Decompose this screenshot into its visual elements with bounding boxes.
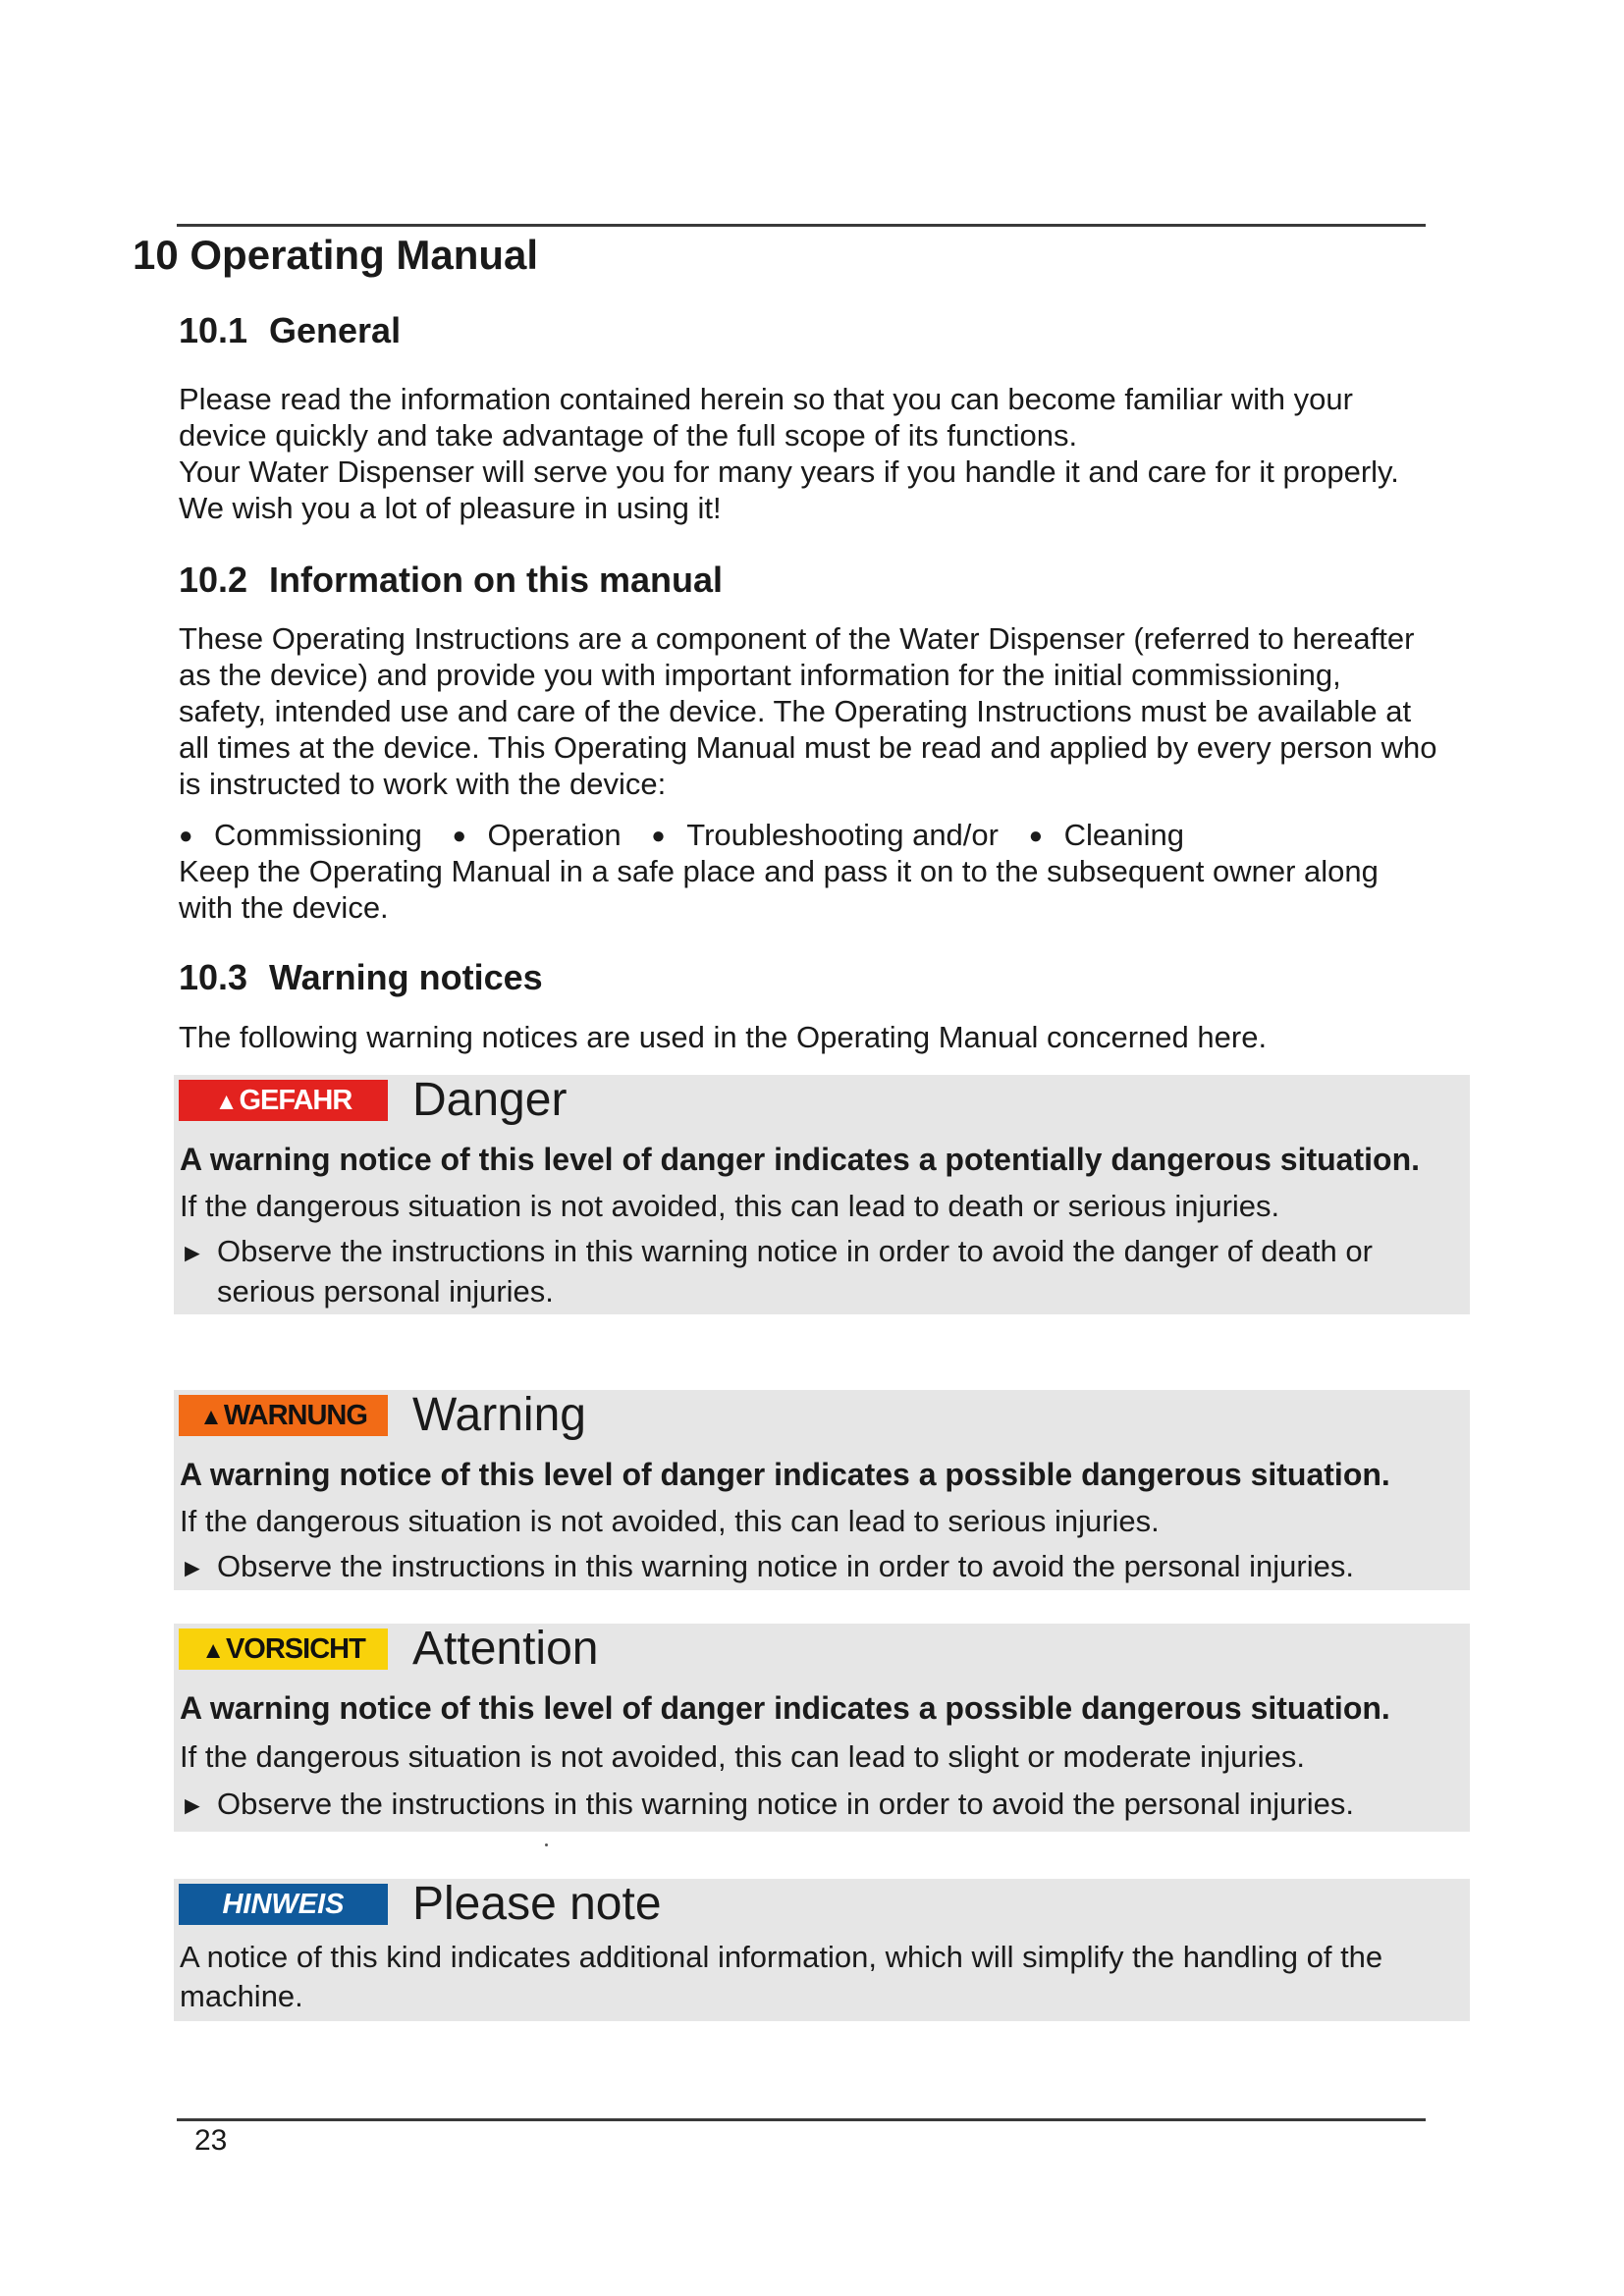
notice-text: machine. (180, 1979, 303, 2013)
arrow-right-icon: ► (180, 1553, 205, 1582)
warning-triangle-icon: ▲ (201, 1637, 224, 1664)
section-number: 10.2 (179, 560, 248, 600)
section-heading-general (179, 310, 401, 351)
warning-triangle-icon: ▲ (214, 1089, 238, 1115)
text-line: Your Water Dispenser will serve you for many years if you handle it and care for it properly. (179, 454, 1399, 489)
warning-notice (174, 1390, 1470, 1590)
notice-text: If the dangerous situation is not avoided, this can lead to serious injuries. (180, 1504, 1160, 1538)
notice-title: Please note (412, 1878, 662, 1930)
list-item: ● Commissioning (179, 818, 422, 852)
page-number: 23 (194, 2124, 228, 2157)
danger-notice (174, 1075, 1470, 1314)
caution-notice (174, 1624, 1470, 1832)
notice-title: Warning (412, 1389, 586, 1441)
text-line: is instructed to work with the device: (179, 767, 667, 801)
warning-triangle-icon: ▲ (199, 1404, 222, 1430)
text-line: as the device) and provide you with important information for the initial commissioning, (179, 658, 1341, 692)
general-paragraph (179, 381, 1475, 526)
list-item: ● Operation (452, 818, 622, 852)
text-line: safety, intended use and care of the device. The Operating Instructions must be available at (179, 694, 1412, 728)
bullet-icon: ● (452, 823, 467, 849)
header-rule (177, 224, 1426, 227)
text-line: These Operating Instructions are a component of the Water Dispenser (referred to hereafter (179, 621, 1415, 656)
text-line: We wish you a lot of pleasure in using it! (179, 491, 722, 525)
notice-lead: A warning notice of this level of danger indicates a potentially dangerous situation. (180, 1142, 1420, 1177)
arrow-right-icon: ► (180, 1790, 205, 1820)
text-line: all times at the device. This Operating Manual must be read and applied by every person who (179, 730, 1437, 765)
section-number: 10.3 (179, 957, 248, 997)
information-after-paragraph (179, 853, 1475, 926)
text-line: Keep the Operating Manual in a safe place and pass it on to the subsequent owner along (179, 854, 1379, 888)
section-title: Warning notices (269, 957, 543, 997)
footer-rule (177, 2118, 1426, 2121)
task-bullet-list (179, 817, 1206, 854)
list-item: ● Cleaning (1028, 818, 1184, 852)
scan-speck (545, 1843, 548, 1846)
caution-badge: ▲VORSICHT (179, 1629, 388, 1670)
section-heading-warning-notices (179, 957, 543, 998)
notice-title: Danger (412, 1074, 568, 1126)
notice-text: If the dangerous situation is not avoided, this can lead to death or serious injuries. (180, 1189, 1280, 1223)
notice-step: ► Observe the instructions in this warning notice in order to avoid the danger of death or serious personal injuries. (180, 1234, 1373, 1308)
section-title: Information on this manual (269, 560, 724, 600)
text-line: Please read the information contained herein so that you can become familiar with your (179, 382, 1353, 416)
list-item: ● Troubleshooting and/or (651, 818, 999, 852)
notice-lead: A warning notice of this level of danger indicates a possible dangerous situation. (180, 1457, 1390, 1492)
danger-badge: ▲GEFAHR (179, 1080, 388, 1121)
chapter-title: 10 Operating Manual (133, 232, 539, 278)
notice-step: ► Observe the instructions in this warning notice in order to avoid the personal injuries. (180, 1785, 1354, 1825)
section-title: General (269, 310, 402, 350)
bullet-icon: ● (1028, 823, 1044, 849)
notice-step: ► Observe the instructions in this warning notice in order to avoid the personal injuries. (180, 1547, 1354, 1587)
arrow-right-icon: ► (180, 1238, 205, 1267)
notice-text: A notice of this kind indicates additional information, which will simplify the handling of the (180, 1940, 1383, 1974)
bullet-icon: ● (179, 823, 193, 849)
note-notice (174, 1879, 1470, 2021)
warning-badge: ▲WARNUNG (179, 1395, 388, 1436)
text-line: with the device. (179, 890, 389, 925)
notice-title: Attention (412, 1623, 599, 1675)
bullet-icon: ● (651, 823, 666, 849)
note-badge: HINWEIS (179, 1884, 388, 1925)
notice-text: If the dangerous situation is not avoided, this can lead to slight or moderate injuries. (180, 1739, 1305, 1774)
notice-lead: A warning notice of this level of danger indicates a possible dangerous situation. (180, 1690, 1390, 1726)
text-line: device quickly and take advantage of the full scope of its functions. (179, 418, 1078, 453)
warning-intro: The following warning notices are used in the Operating Manual concerned here. (179, 1020, 1268, 1054)
section-number: 10.1 (179, 310, 248, 350)
information-paragraph (179, 620, 1475, 802)
section-heading-information (179, 560, 723, 601)
